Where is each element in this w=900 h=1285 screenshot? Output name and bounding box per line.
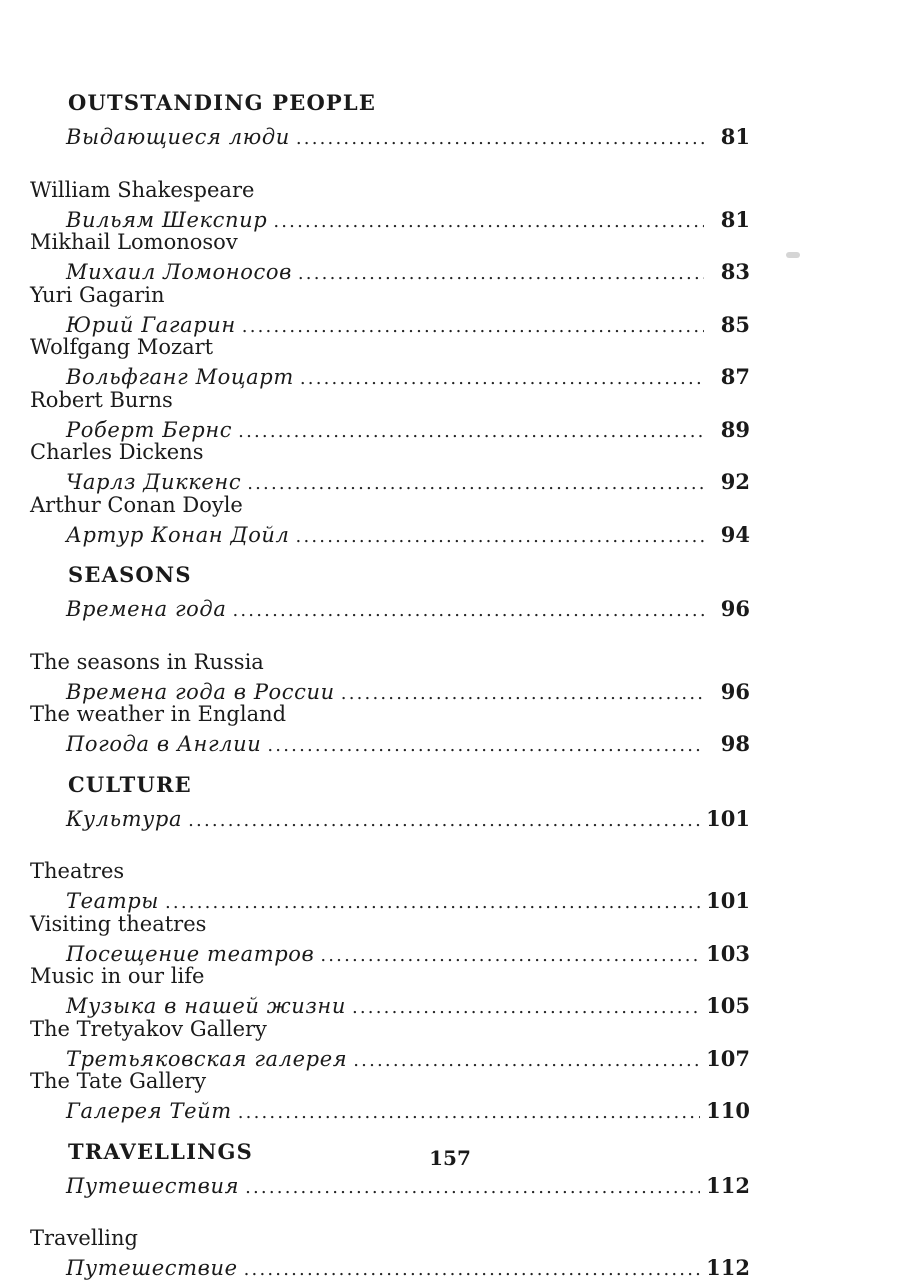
english-title: Travelling <box>30 1226 138 1250</box>
leader-dots <box>165 888 700 918</box>
leader-dots <box>238 417 704 447</box>
english-title: Charles Dickens <box>30 440 204 464</box>
leader-dots <box>238 1098 700 1128</box>
russian-title: Вильям Шекспир <box>66 207 268 232</box>
russian-title: Вольфганг Моцарт <box>66 365 294 389</box>
section-russian-line <box>0 800 900 853</box>
page-ref: 101 <box>706 888 750 913</box>
page-ref: 103 <box>706 940 750 966</box>
leader-dots <box>296 124 704 154</box>
russian-title: Погода в Англии <box>66 732 262 756</box>
page-ref: 92 <box>720 469 750 494</box>
toc-entry <box>0 1219 900 1280</box>
english-title: Theatres <box>30 859 125 883</box>
page-ref: 83 <box>720 259 750 284</box>
toc-entry <box>0 852 900 913</box>
russian-title: Путешествие <box>66 1256 238 1280</box>
leader-dots <box>320 941 700 971</box>
russian-title: Артур Конан Дойл <box>66 522 290 547</box>
page-ref: 94 <box>720 521 750 547</box>
section-title: CULTURE <box>68 771 192 797</box>
page-ref: 89 <box>720 416 750 442</box>
russian-title: Музыка в нашей жизни <box>66 994 346 1018</box>
section-heading-line <box>0 84 900 118</box>
leader-dots <box>300 364 704 394</box>
page-ref: 112 <box>706 1255 750 1280</box>
section-russian-row <box>66 1171 750 1203</box>
russian-title: Михаил Ломоносов <box>66 260 292 284</box>
english-title: Arthur Conan Doyle <box>30 492 243 517</box>
leader-dots <box>245 1173 700 1203</box>
english-title: Wolfgang Mozart <box>30 335 214 359</box>
page-ref: 81 <box>720 206 750 232</box>
entry-russian-row <box>66 1253 750 1285</box>
russian-title: Театры <box>66 889 160 913</box>
leader-dots <box>188 806 700 836</box>
section-russian-row <box>66 804 750 836</box>
leader-dots <box>273 207 704 237</box>
page-ref: 96 <box>720 678 750 704</box>
english-title: The weather in England <box>30 702 287 726</box>
page-ref: 85 <box>720 311 750 337</box>
russian-title: Времена года <box>66 597 227 621</box>
english-title: Robert Burns <box>30 387 173 412</box>
entry-russian-row <box>66 257 750 289</box>
russian-title: Выдающиеся люди <box>66 125 290 149</box>
section-title: OUTSTANDING PEOPLE <box>68 90 377 115</box>
page-ref: 81 <box>720 124 750 149</box>
english-title: Visiting theatres <box>30 911 207 936</box>
english-title: The seasons in Russia <box>30 649 264 674</box>
english-title: Music in our life <box>30 964 205 988</box>
leader-dots <box>353 1046 700 1076</box>
english-title: The Tate Gallery <box>30 1069 207 1093</box>
english-title: Mikhail Lomonosov <box>30 230 238 254</box>
section-heading-line <box>0 766 900 800</box>
english-title: The Tretyakov Gallery <box>30 1016 267 1041</box>
leader-dots <box>247 469 704 499</box>
leader-dots <box>244 1255 701 1285</box>
page-number: 157 <box>429 1146 471 1170</box>
entry-russian-row <box>66 729 750 761</box>
leader-dots <box>296 522 704 552</box>
entry-russian-row <box>66 1096 750 1128</box>
russian-title: Галерея Тейт <box>66 1099 232 1123</box>
section-russian-line <box>0 1167 900 1220</box>
leader-dots <box>232 596 704 626</box>
leader-dots <box>352 993 700 1023</box>
section-heading-line <box>0 556 900 590</box>
leader-dots <box>267 731 704 761</box>
russian-title: Третьяковская галерея <box>66 1046 348 1071</box>
leader-dots <box>298 259 704 289</box>
page-ref: 107 <box>706 1045 750 1071</box>
table-of-contents <box>0 84 900 1280</box>
page-ref: 101 <box>706 805 750 831</box>
russian-title: Юрий Гагарин <box>66 312 236 337</box>
toc-entry <box>0 643 900 704</box>
page-ref: 87 <box>720 364 750 389</box>
english-title: Yuri Gagarin <box>30 282 165 307</box>
leader-dots <box>242 312 704 342</box>
section-russian-row <box>66 122 750 154</box>
russian-title: Культура <box>66 806 183 831</box>
english-title: William Shakespeare <box>30 177 255 202</box>
entry-russian-row <box>66 520 750 552</box>
toc-entry <box>0 171 900 232</box>
section-russian-line <box>0 118 900 171</box>
russian-title: Посещение театров <box>66 941 315 966</box>
section-title: TRAVELLINGS <box>68 1138 253 1164</box>
russian-title: Роберт Бернс <box>66 417 233 442</box>
page-ref: 105 <box>706 993 750 1018</box>
page-ref: 96 <box>720 596 750 621</box>
section-title: SEASONS <box>68 562 192 587</box>
section-russian-line <box>0 590 900 643</box>
page-ref: 110 <box>706 1098 750 1123</box>
russian-title: Чарлз Диккенс <box>66 470 242 494</box>
page-ref: 98 <box>720 731 750 756</box>
page-ref: 112 <box>706 1172 750 1198</box>
russian-title: Времена года в России <box>66 679 335 704</box>
leader-dots <box>341 679 704 709</box>
russian-title: Путешествия <box>66 1173 240 1198</box>
paper-smudge <box>786 252 800 258</box>
section-russian-row <box>66 594 750 626</box>
